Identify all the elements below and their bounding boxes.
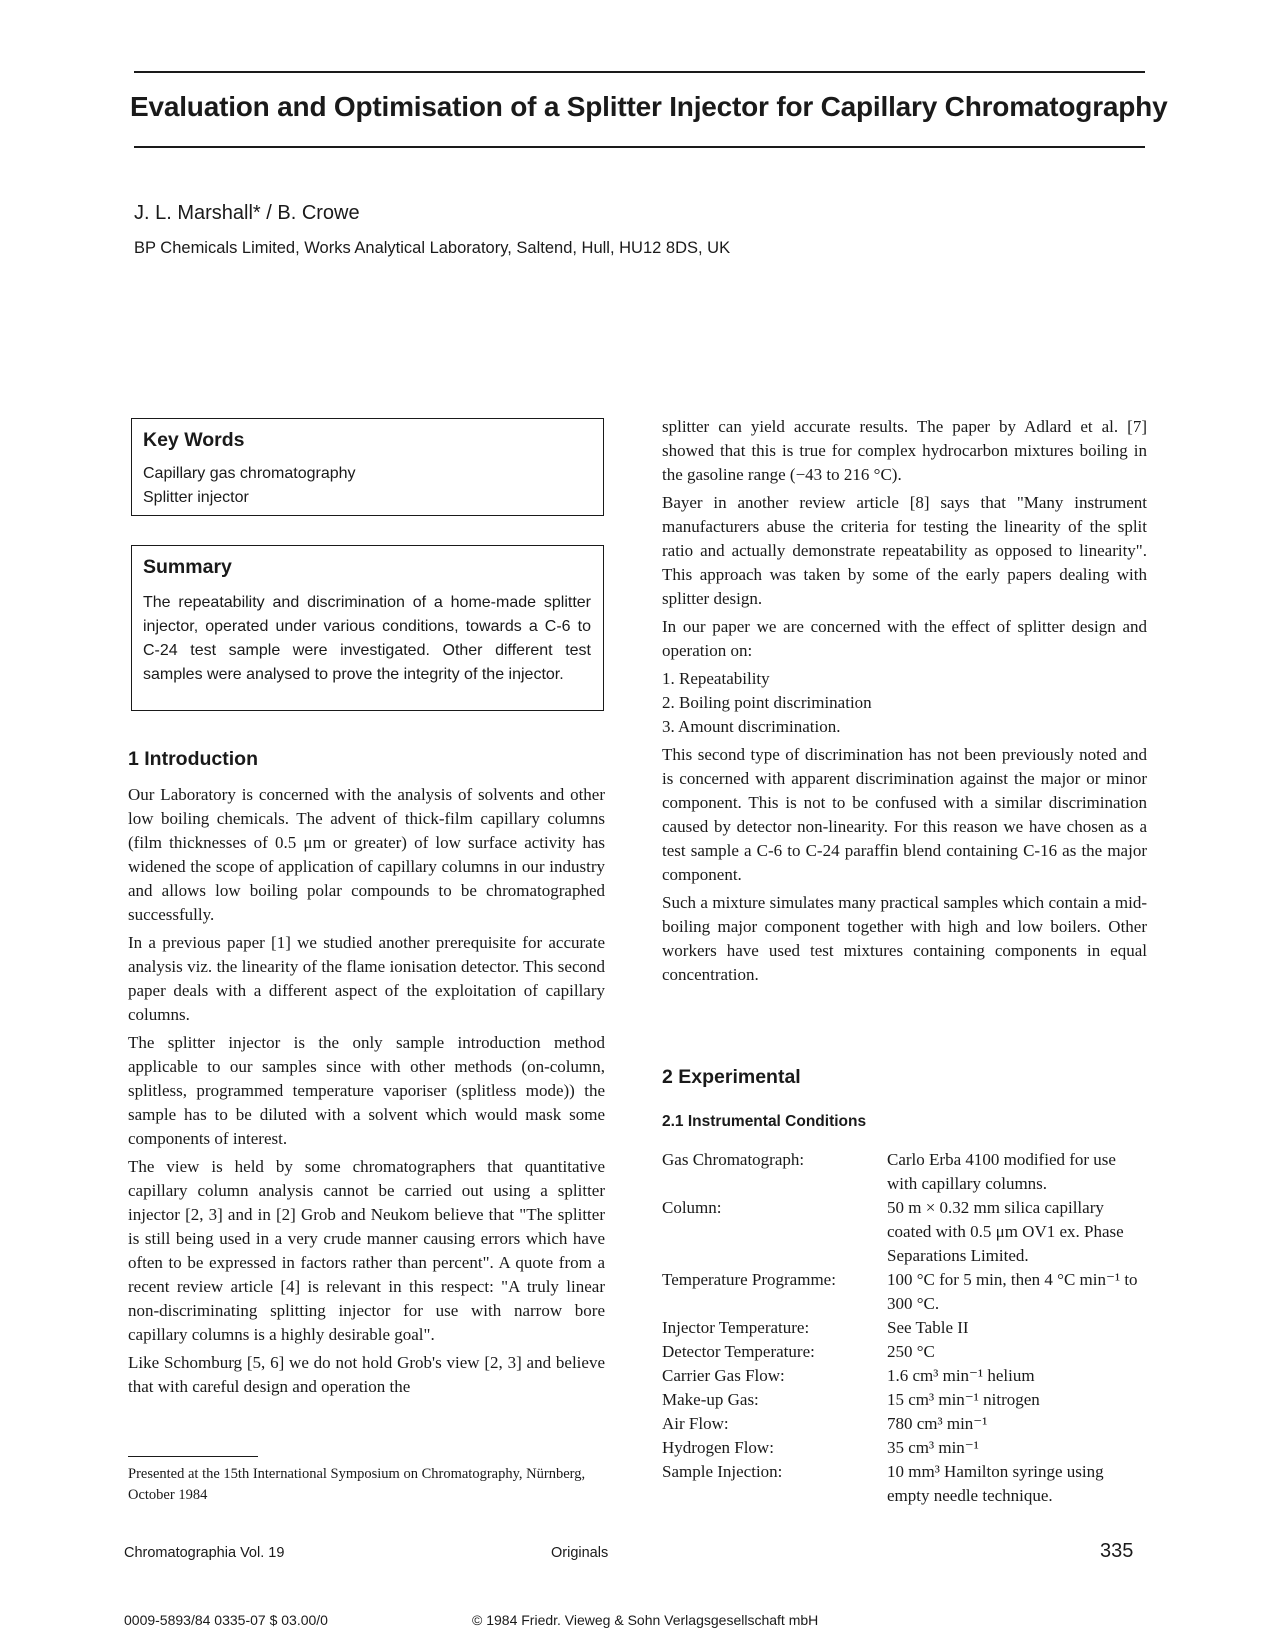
condition-value: 10 mm³ Hamilton syringe using empty needle technique. (887, 1462, 1104, 1505)
condition-row (662, 1412, 1147, 1436)
condition-row (662, 1340, 1147, 1364)
conditions-table (662, 1148, 1147, 1508)
condition-row (662, 1268, 1147, 1316)
intro-paragraph: In a previous paper [1] we studied another prerequisite for accurate analysis viz. the linearity of the flame ionisation detector. This second paper deals with a different aspect of the exploitation of capillary columns. (128, 933, 605, 1024)
keyword-item: Capillary gas chromatography (143, 465, 356, 482)
footnote-rule (128, 1456, 258, 1457)
condition-value: Carlo Erba 4100 modified for use with capillary columns. (887, 1150, 1116, 1193)
condition-label: Sample Injection: (662, 1462, 783, 1481)
journal-name: Chromatographia Vol. 19 (124, 1545, 285, 1561)
paper-title: Evaluation and Optimisation of a Splitter Injector for Capillary Chromatography (130, 91, 1168, 122)
condition-value: 50 m × 0.32 mm silica capillary coated with 0.5 μm OV1 ex. Phase Separations Limited. (887, 1198, 1124, 1265)
list-item: 3. Amount discrimination. (662, 717, 841, 736)
condition-row (662, 1460, 1147, 1508)
condition-value: 1.6 cm³ min⁻¹ helium (887, 1366, 1035, 1385)
title-top-rule (134, 71, 1145, 73)
condition-row (662, 1316, 1147, 1340)
condition-label: Make-up Gas: (662, 1390, 759, 1409)
affiliation: BP Chemicals Limited, Works Analytical Laboratory, Saltend, Hull, HU12 8DS, UK (134, 239, 731, 257)
condition-row (662, 1364, 1147, 1388)
copyright: © 1984 Friedr. Vieweg & Sohn Verlagsgesellschaft mbH (472, 1612, 819, 1628)
intro-paragraph: Bayer in another review article [8] says that "Many instrument manufacturers abuse the criteria for testing the linearity of the split ratio and actually demonstrate repeatability as opposed to linearity". This approach was taken by some of the early papers dealing with splitter design. (662, 493, 1147, 608)
condition-label: Column: (662, 1198, 722, 1217)
summary-text: The repeatability and discrimination of a home-made splitter injector, operated under various conditions, towards a C-6 to C-24 test sample were investigated. Other different test samples were analysed to prove the integrity of the injector. (143, 594, 591, 683)
condition-value: See Table II (887, 1318, 969, 1337)
condition-label: Temperature Programme: (662, 1270, 836, 1289)
keywords-heading: Key Words (143, 429, 245, 451)
experimental-heading: 2 Experimental (662, 1066, 801, 1088)
intro-paragraph: Like Schomburg [5, 6] we do not hold Grob's view [2, 3] and believe that with careful design and operation the (128, 1353, 605, 1396)
keyword-item: Splitter injector (143, 489, 249, 506)
intro-paragraph: splitter can yield accurate results. The paper by Adlard et al. [7] showed that this is true for complex hydrocarbon mixtures boiling in the gasoline range (−43 to 216 °C). (662, 417, 1147, 484)
introduction-heading: 1 Introduction (128, 748, 258, 770)
condition-label: Hydrogen Flow: (662, 1438, 774, 1457)
intro-paragraph: This second type of discrimination has not been previously noted and is concerned with apparent discrimination against the major or minor component. This is not to be confused with a similar discrimination caused by detector non-linearity. For this reason we have chosen as a test sample a C-6 to C-24 paraffin blend containing C-16 as the major component. (662, 745, 1147, 884)
list-item: 1. Repeatability (662, 669, 770, 688)
condition-row (662, 1436, 1147, 1460)
page-number: 335 (1100, 1540, 1134, 1562)
summary-box (131, 545, 604, 711)
authors: J. L. Marshall* / B. Crowe (134, 202, 360, 224)
condition-label: Detector Temperature: (662, 1342, 815, 1361)
summary-heading: Summary (143, 556, 232, 578)
condition-value: 780 cm³ min⁻¹ (887, 1414, 988, 1433)
condition-value: 15 cm³ min⁻¹ nitrogen (887, 1390, 1040, 1409)
section-label: Originals (551, 1545, 609, 1561)
intro-paragraph: Our Laboratory is concerned with the analysis of solvents and other low boiling chemicals. The advent of thick-film capillary columns (film thicknesses of 0.5 μm or greater) of low surface activity has widened the scope of application of capillary columns in our industry and allows low boiling polar compounds to be chromatographed successfully. (128, 785, 605, 924)
title-bottom-rule (134, 146, 1145, 148)
condition-label: Injector Temperature: (662, 1318, 810, 1337)
keywords-box (131, 418, 604, 516)
intro-paragraph: Such a mixture simulates many practical samples which contain a mid-boiling major component together with high and low boilers. Other workers have used test mixtures containing components in equal concentration. (662, 893, 1147, 984)
right-column (662, 415, 1147, 991)
condition-value: 250 °C (887, 1342, 935, 1361)
condition-value: 100 °C for 5 min, then 4 °C min⁻¹ to 300 °C. (887, 1270, 1138, 1313)
left-column (128, 783, 605, 1403)
intro-paragraph: The splitter injector is the only sample introduction method applicable to our samples since with other methods (on-column, splitless, programmed temperature vaporiser (splitless mode)) the sample has to be diluted with a solvent which would mask some components of interest. (128, 1033, 605, 1148)
instrumental-conditions-heading: 2.1 Instrumental Conditions (662, 1113, 867, 1130)
intro-paragraph: The view is held by some chromatographers that quantitative capillary column analysis cannot be carried out using a splitter injector [2, 3] and in [2] Grob and Neukom believe that "The splitter is still being used in a very crude manner causing errors which have often to be expressed in factors rather than percent". A quote from a recent review article [4] is relevant in this respect: "A truly linear non-discriminating splitting injector for use with narrow bore capillary columns is a highly desirable goal". (128, 1157, 605, 1344)
condition-value: 35 cm³ min⁻¹ (887, 1438, 979, 1457)
condition-row (662, 1388, 1147, 1412)
issn-code: 0009-5893/84 0335-07 $ 03.00/0 (124, 1612, 328, 1628)
condition-label: Gas Chromatograph: (662, 1150, 805, 1169)
condition-row (662, 1196, 1147, 1268)
intro-paragraph: In our paper we are concerned with the effect of splitter design and operation on: (662, 617, 1147, 660)
list-item: 2. Boiling point discrimination (662, 693, 872, 712)
condition-label: Carrier Gas Flow: (662, 1366, 785, 1385)
aims-list (662, 667, 1147, 739)
condition-label: Air Flow: (662, 1414, 729, 1433)
condition-row (662, 1148, 1147, 1196)
footnote: Presented at the 15th International Symposium on Chromatography, Nürnberg, October 1984 (128, 1466, 586, 1503)
